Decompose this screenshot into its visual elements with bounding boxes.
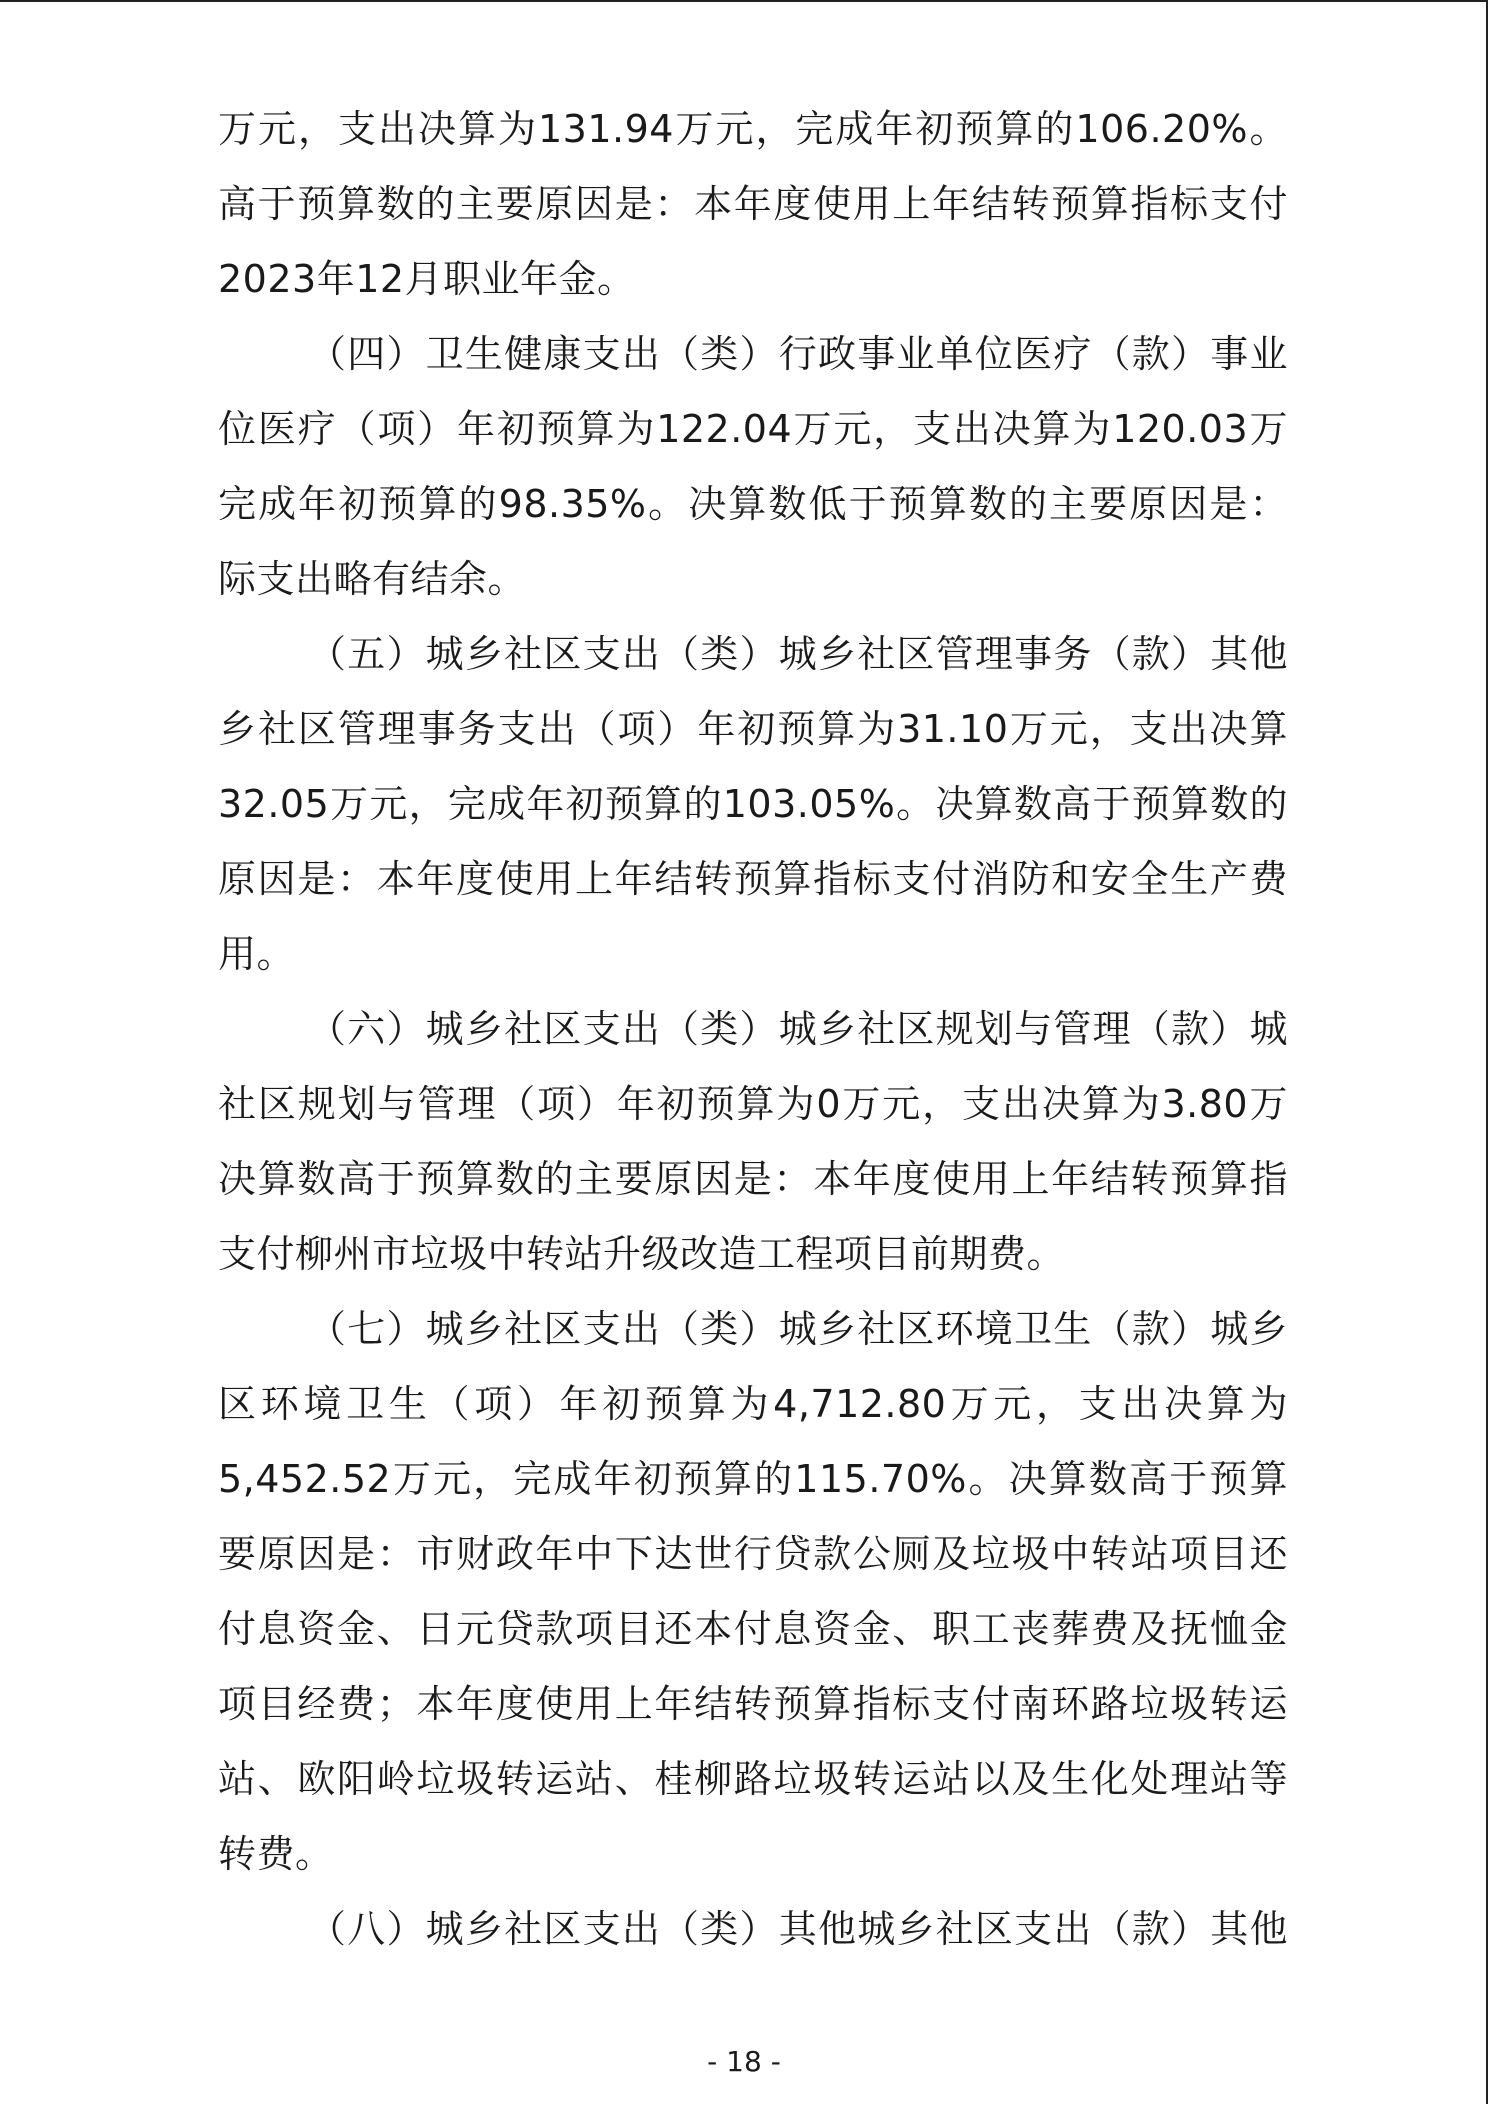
text-line: 乡社区管理事务支出（项）年初预算为31.10万元，支出决算 <box>218 707 1288 751</box>
text-line: 站、欧阳岭垃圾转运站、桂柳路垃圾转运站以及生化处理站等 <box>218 1757 1288 1801</box>
text-line: 支付柳州市垃圾中转站升级改造工程项目前期费。 <box>218 1232 1066 1276</box>
document-body <box>218 92 1288 1967</box>
text-line: 万元，支出决算为131.94万元，完成年初预算的106.20%。 <box>218 107 1288 151</box>
text-line: 高于预算数的主要原因是：本年度使用上年结转预算指标支付 <box>218 182 1288 226</box>
text-line: 社区规划与管理（项）年初预算为0万元，支出决算为3.80万 <box>218 1082 1288 1126</box>
page-number: - 18 - <box>707 2045 781 2078</box>
text-line: 2023年12月职业年金。 <box>218 257 636 301</box>
text-line: 决算数高于预算数的主要原因是：本年度使用上年结转预算指 <box>218 1157 1288 1201</box>
paragraph-first-line: （六）城乡社区支出（类）城乡社区规划与管理（款）城 <box>308 1007 1288 1051</box>
text-line: 项目经费；本年度使用上年结转预算指标支付南环路垃圾转运 <box>218 1682 1288 1726</box>
paragraph-first-line: （四）卫生健康支出（类）行政事业单位医疗（款）事业 <box>308 332 1288 376</box>
paragraph-first-line: （七）城乡社区支出（类）城乡社区环境卫生（款）城乡 <box>308 1307 1288 1351</box>
text-line: 转费。 <box>218 1832 334 1876</box>
text-line: 32.05万元，完成年初预算的103.05%。决算数高于预算数的 <box>218 782 1288 826</box>
text-line: 区环境卫生（项）年初预算为4,712.80万元，支出决算为 <box>218 1382 1288 1426</box>
text-line: 际支出略有结余。 <box>218 557 527 601</box>
paragraph-first-line: （五）城乡社区支出（类）城乡社区管理事务（款）其他 <box>308 632 1288 676</box>
text-line: 5,452.52万元，完成年初预算的115.70%。决算数高于预算 <box>218 1457 1288 1501</box>
text-line: 原因是：本年度使用上年结转预算指标支付消防和安全生产费 <box>218 857 1288 901</box>
text-line: 要原因是：市财政年中下达世行贷款公厕及垃圾中转站项目还 <box>218 1532 1288 1576</box>
text-line: 用。 <box>218 932 296 976</box>
text-line: 完成年初预算的98.35%。决算数低于预算数的主要原因是： <box>218 482 1288 526</box>
text-line: 付息资金、日元贷款项目还本付息资金、职工丧葬费及抚恤金 <box>218 1607 1288 1651</box>
text-line: 位医疗（项）年初预算为122.04万元，支出决算为120.03万 <box>218 407 1288 451</box>
paragraph-first-line: （八）城乡社区支出（类）其他城乡社区支出（款）其他 <box>308 1907 1288 1951</box>
